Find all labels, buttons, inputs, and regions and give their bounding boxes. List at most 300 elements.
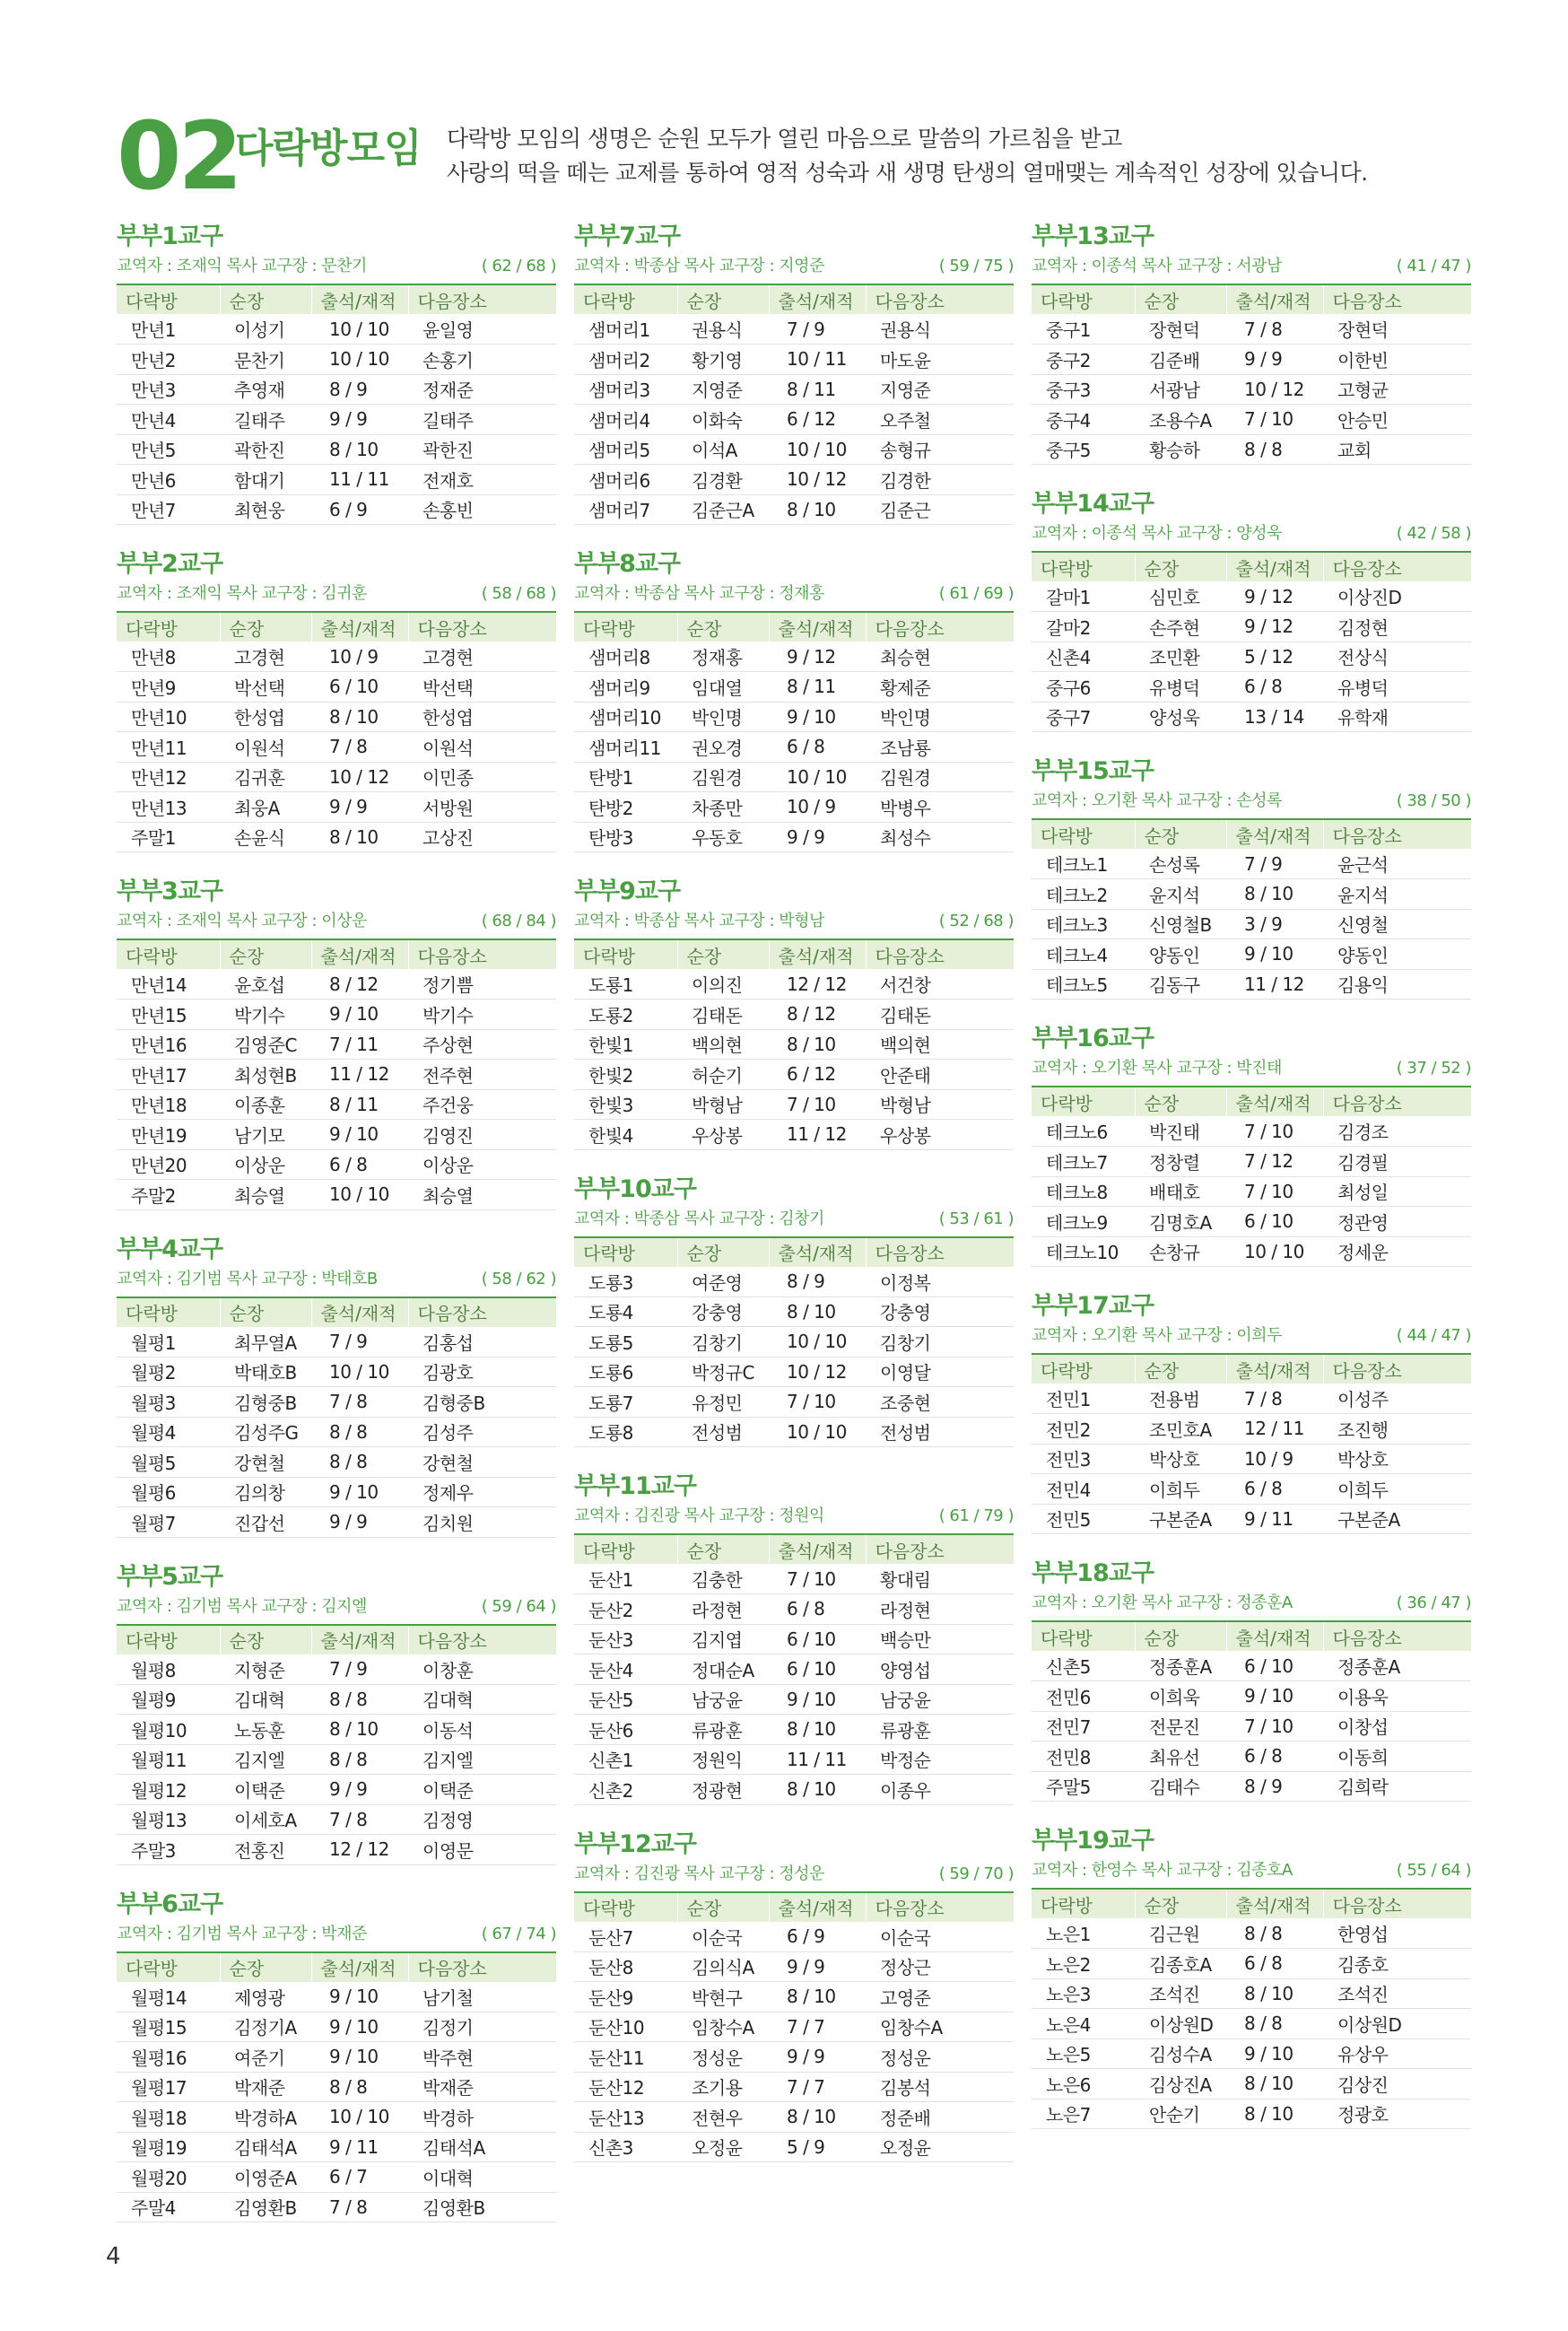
cell-darakbang: 샘머리3: [574, 374, 677, 405]
table-row: [117, 2042, 556, 2073]
cell-darakbang: 월평20: [117, 2162, 220, 2193]
column-header: 다음장소: [408, 939, 556, 969]
table-row: [574, 1564, 1014, 1594]
cell-darakbang: 중구6: [1032, 672, 1135, 703]
cell-leader: 조용수A: [1135, 405, 1226, 435]
table-row: [574, 434, 1014, 465]
cell-darakbang: 만년10: [117, 702, 220, 732]
cell-darakbang: 중구4: [1032, 405, 1135, 435]
cell-next-place: 곽한진: [408, 434, 556, 465]
table-body: [574, 969, 1014, 1149]
parish-title: 부부10교구: [574, 1174, 696, 1203]
cell-next-place: 이희두: [1323, 1474, 1471, 1505]
cell-leader: 손성록: [1135, 849, 1226, 879]
table-row: [1032, 1147, 1471, 1177]
cell-attendance: 8 / 10: [1226, 2069, 1323, 2100]
cell-next-place: 박병우: [866, 792, 1014, 823]
cell-attendance: 10 / 12: [769, 465, 866, 495]
cell-leader: 이희욱: [1135, 1681, 1226, 1712]
table-row: [574, 1417, 1014, 1447]
table-row: [117, 1387, 556, 1418]
table-row: [574, 1327, 1014, 1358]
table-row: [117, 1982, 556, 2012]
cell-next-place: 이영달: [866, 1357, 1014, 1387]
column-header: 순장: [1135, 1087, 1226, 1116]
cell-attendance: 9 / 9: [311, 792, 408, 823]
cell-next-place: 박주현: [408, 2042, 556, 2073]
table-row: [1032, 2039, 1471, 2069]
table-header: [1032, 1889, 1471, 1918]
cell-attendance: 10 / 10: [1226, 1236, 1323, 1267]
cell-attendance: 8 / 8: [311, 2072, 408, 2102]
column-header: 다락방: [1041, 1092, 1093, 1114]
cell-next-place: 박선택: [408, 672, 556, 703]
table-row: [1032, 849, 1471, 879]
cell-darakbang: 월평2: [117, 1357, 220, 1387]
table-row: [574, 2012, 1014, 2042]
table-row: [117, 2012, 556, 2042]
cell-leader: 최무열A: [220, 1327, 311, 1358]
cell-attendance: 11 / 11: [769, 1744, 866, 1775]
cell-leader: 김지엽: [677, 1624, 769, 1654]
cell-attendance: 9 / 10: [311, 2012, 408, 2042]
table-row: [117, 702, 556, 732]
column-header: 출석/재적: [769, 612, 866, 642]
column-header: 출석/재적: [769, 1892, 866, 1922]
parish-title: 부부16교구: [1032, 1025, 1154, 1052]
table-row: [117, 1804, 556, 1835]
cell-attendance: 10 / 10: [311, 1180, 408, 1210]
table-row: [117, 2192, 556, 2222]
cell-next-place: 조중현: [866, 1387, 1014, 1418]
cell-leader: 이성기: [220, 314, 311, 345]
cell-leader: 여준영: [677, 1267, 769, 1297]
parish-attendance-total: ( 37 / 52 ): [1396, 1059, 1471, 1078]
cell-darakbang: 둔산12: [574, 2072, 677, 2102]
column-header: 다음장소: [866, 284, 1014, 314]
cell-darakbang: 월평10: [117, 1715, 220, 1745]
cell-leader: 김정기A: [220, 2012, 311, 2042]
table-row: [117, 1089, 556, 1120]
column-header: 순장: [220, 1625, 311, 1654]
cell-leader: 정대순A: [677, 1654, 769, 1685]
cell-leader: 권용식: [677, 314, 769, 345]
table-row: [1032, 1444, 1471, 1474]
cell-attendance: 7 / 9: [311, 1327, 408, 1358]
section-header: [117, 101, 1462, 211]
table-row: [117, 642, 556, 672]
cell-next-place: 전상식: [1323, 642, 1471, 672]
table-body: [574, 1267, 1014, 1447]
cell-darakbang: 만년8: [117, 642, 220, 672]
parish-group: [1032, 755, 1471, 1000]
table-body: [1032, 1384, 1471, 1534]
cell-attendance: 6 / 8: [311, 1149, 408, 1180]
table-row: [117, 1417, 556, 1447]
cell-attendance: 6 / 10: [311, 672, 408, 703]
table-row: [117, 1835, 556, 1865]
parish-meta: [1032, 1590, 1471, 1617]
cell-attendance: 10 / 12: [311, 762, 408, 792]
table-row: [117, 1775, 556, 1805]
table-row: [117, 672, 556, 703]
cell-next-place: 전주현: [408, 1060, 556, 1090]
table-header: [1032, 1087, 1471, 1116]
cell-next-place: 정재준: [408, 374, 556, 405]
cell-next-place: 신영철: [1323, 909, 1471, 939]
cell-leader: 김준근A: [677, 494, 769, 525]
header-row: [1032, 819, 1471, 849]
cell-next-place: 구본준A: [1323, 1504, 1471, 1534]
cell-leader: 고경현: [220, 642, 311, 672]
table-row: [117, 1654, 556, 1685]
cell-darakbang: 만년4: [117, 405, 220, 435]
parish-attendance-total: ( 52 / 68 ): [938, 912, 1014, 930]
table-row: [1032, 314, 1471, 345]
cell-darakbang: 월평19: [117, 2132, 220, 2162]
cell-attendance: 8 / 10: [769, 1982, 866, 2012]
table-body: [1032, 1116, 1471, 1267]
cell-leader: 김원경: [677, 762, 769, 792]
cell-next-place: 김지엘: [408, 1744, 556, 1775]
parish-meta: [117, 581, 556, 607]
cell-next-place: 정제우: [408, 1477, 556, 1507]
cell-darakbang: 테크노9: [1032, 1207, 1135, 1237]
section-title: 다락방모임: [235, 126, 422, 171]
cell-next-place: 최승열: [408, 1180, 556, 1210]
parish-meta: [1032, 1857, 1471, 1884]
table-body: [117, 969, 556, 1209]
table-header: [117, 284, 556, 314]
cell-attendance: 6 / 9: [311, 494, 408, 525]
header-row: [574, 1237, 1014, 1267]
cell-darakbang: 샘머리4: [574, 405, 677, 435]
cell-attendance: 8 / 10: [769, 1775, 866, 1805]
table-row: [1032, 1384, 1471, 1414]
cell-next-place: 오주철: [866, 405, 1014, 435]
cell-next-place: 김정영: [408, 1804, 556, 1835]
cell-attendance: 9 / 10: [769, 702, 866, 732]
cell-leader: 김상진A: [1135, 2069, 1226, 2100]
cell-attendance: 8 / 8: [311, 1684, 408, 1715]
cell-leader: 박상호: [1135, 1444, 1226, 1474]
cell-next-place: 이종우: [866, 1775, 1014, 1805]
parish-title: 부부12교구: [574, 1829, 696, 1858]
table-body: [1032, 314, 1471, 465]
header-row: [117, 284, 556, 314]
cell-next-place: 남궁윤: [866, 1684, 1014, 1715]
column-header: 출석/재적: [769, 939, 866, 969]
cell-darakbang: 샘머리10: [574, 702, 677, 732]
cell-attendance: 10 / 10: [769, 762, 866, 792]
parish-attendance-total: ( 61 / 69 ): [938, 584, 1014, 603]
cell-next-place: 김정기: [408, 2012, 556, 2042]
cell-darakbang: 월평3: [117, 1387, 220, 1418]
table-row: [117, 1120, 556, 1150]
parish-title: 부부17교구: [1032, 1292, 1154, 1320]
column-header: 출석/재적: [1226, 819, 1323, 849]
parish-attendance-total: ( 59 / 70 ): [938, 1864, 1014, 1883]
parish-table: [1032, 1888, 1471, 2129]
column-right: [1032, 221, 1471, 2152]
parish-title: 부부13교구: [1032, 223, 1154, 250]
cell-next-place: 최성수: [866, 822, 1014, 852]
table-header: [574, 1237, 1014, 1267]
table-row: [117, 494, 556, 525]
cell-next-place: 남기철: [408, 1982, 556, 2012]
cell-leader: 임창수A: [677, 2012, 769, 2042]
table-row: [117, 1029, 556, 1060]
cell-next-place: 김태돈: [866, 1000, 1014, 1030]
cell-attendance: 7 / 9: [1226, 849, 1323, 879]
column-header: 출석/재적: [1226, 1354, 1323, 1384]
table-row: [1032, 1504, 1471, 1534]
cell-next-place: 박정순: [866, 1744, 1014, 1775]
cell-attendance: 7 / 10: [769, 1387, 866, 1418]
cell-attendance: 10 / 10: [311, 1357, 408, 1387]
cell-darakbang: 전민8: [1032, 1742, 1135, 1772]
parish-attendance-total: ( 59 / 64 ): [481, 1596, 556, 1616]
table-row: [117, 2072, 556, 2102]
parish-staff: 교역자 : 조재익 목사 교구장 : 문찬기: [117, 257, 367, 275]
section-number: 02: [117, 101, 240, 211]
cell-next-place: 박재준: [408, 2072, 556, 2102]
header-row: [1032, 552, 1471, 581]
cell-attendance: 9 / 12: [769, 642, 866, 672]
parish-meta: [117, 253, 556, 280]
parish-staff: 교역자 : 조재익 목사 교구장 : 이상운: [117, 912, 367, 930]
cell-darakbang: 도룡8: [574, 1417, 677, 1447]
table-row: [574, 345, 1014, 375]
parish-title: 부부7교구: [574, 223, 681, 250]
table-row: [574, 702, 1014, 732]
cell-leader: 김충한: [677, 1564, 769, 1594]
column-header: 다락방: [583, 1243, 635, 1264]
table-row: [1032, 1742, 1471, 1772]
cell-next-place: 고경현: [408, 642, 556, 672]
cell-leader: 강현철: [220, 1447, 311, 1478]
table-row: [1032, 642, 1471, 672]
cell-next-place: 정성운: [866, 2042, 1014, 2073]
cell-darakbang: 샘머리11: [574, 732, 677, 763]
cell-leader: 정종훈A: [1135, 1651, 1226, 1681]
cell-attendance: 9 / 10: [1226, 2039, 1323, 2069]
cell-leader: 박기수: [220, 1000, 311, 1030]
table-row: [574, 642, 1014, 672]
column-header: 다락방: [1041, 1627, 1093, 1649]
table-row: [1032, 939, 1471, 970]
cell-leader: 이상원D: [1135, 2009, 1226, 2039]
cell-attendance: 10 / 10: [769, 1417, 866, 1447]
cell-attendance: 8 / 10: [311, 434, 408, 465]
parish-table: [574, 1891, 1014, 2163]
table-row: [574, 822, 1014, 852]
cell-attendance: 8 / 10: [311, 1715, 408, 1745]
parish-staff: 교역자 : 이종석 목사 교구장 : 서광남: [1032, 257, 1282, 275]
parish-title: 부부9교구: [574, 877, 681, 905]
cell-leader: 전성범: [677, 1417, 769, 1447]
table-row: [574, 1120, 1014, 1150]
parish-staff: 교역자 : 김기범 목사 교구장 : 박재준: [117, 1924, 367, 1943]
column-header: 다음장소: [1323, 819, 1471, 849]
column-header: 다음장소: [866, 1237, 1014, 1267]
column-header: 출석/재적: [1226, 552, 1323, 581]
cell-attendance: 9 / 12: [1226, 581, 1323, 612]
cell-leader: 이영준A: [220, 2162, 311, 2193]
cell-attendance: 8 / 8: [1226, 1918, 1323, 1949]
column-header: 다락방: [1041, 1359, 1093, 1382]
parish-title: 부부6교구: [117, 1890, 223, 1918]
cell-leader: 박선택: [220, 672, 311, 703]
table-row: [1032, 2099, 1471, 2129]
table-row: [574, 2132, 1014, 2162]
table-row: [1032, 434, 1471, 465]
table-row: [574, 314, 1014, 345]
cell-leader: 이순국: [677, 1922, 769, 1952]
cell-next-place: 교회: [1323, 434, 1471, 465]
table-row: [117, 762, 556, 792]
table-row: [117, 1744, 556, 1775]
cell-attendance: 8 / 10: [769, 1029, 866, 1060]
cell-darakbang: 신촌4: [1032, 642, 1135, 672]
column-header: 출석/재적: [769, 1237, 866, 1267]
cell-attendance: 8 / 9: [311, 374, 408, 405]
column-header: 순장: [220, 939, 311, 969]
table-row: [1032, 1978, 1471, 2009]
cell-darakbang: 둔산10: [574, 2012, 677, 2042]
cell-leader: 김영환B: [220, 2192, 311, 2222]
table-row: [117, 434, 556, 465]
cell-leader: 우상봉: [677, 1120, 769, 1150]
table-row: [117, 1477, 556, 1507]
cell-darakbang: 도룡1: [574, 969, 677, 1000]
column-header: 출석/재적: [311, 1625, 408, 1654]
cell-next-place: 라정현: [866, 1594, 1014, 1625]
cell-next-place: 이대혁: [408, 2162, 556, 2193]
table-row: [574, 1387, 1014, 1418]
cell-attendance: 10 / 10: [311, 2102, 408, 2133]
parish-table: [574, 1533, 1014, 1805]
cell-attendance: 8 / 10: [1226, 2099, 1323, 2129]
cell-darakbang: 중구2: [1032, 345, 1135, 375]
cell-darakbang: 둔산1: [574, 1564, 677, 1594]
parish-title: 부부18교구: [1032, 1559, 1154, 1587]
column-header: 순장: [1135, 1621, 1226, 1651]
column-header: 다락방: [126, 1630, 178, 1652]
cell-darakbang: 만년20: [117, 1149, 220, 1180]
parish-group: [574, 1829, 1014, 2163]
column-header: 다락방: [1041, 290, 1093, 312]
cell-leader: 심민호: [1135, 581, 1226, 612]
cell-darakbang: 테크노2: [1032, 879, 1135, 910]
cell-leader: 김형중B: [220, 1387, 311, 1418]
parish-title: 부부4교구: [117, 1235, 223, 1263]
column-header: 다락방: [583, 290, 635, 312]
cell-darakbang: 만년15: [117, 1000, 220, 1030]
cell-next-place: 김경필: [1323, 1147, 1471, 1177]
cell-next-place: 박경하: [408, 2102, 556, 2133]
cell-darakbang: 샘머리7: [574, 494, 677, 525]
cell-attendance: 8 / 12: [311, 969, 408, 1000]
column-header: 다음장소: [1323, 284, 1471, 314]
cell-darakbang: 만년2: [117, 345, 220, 375]
cell-darakbang: 중구3: [1032, 374, 1135, 405]
cell-attendance: 7 / 8: [1226, 1384, 1323, 1414]
column-header: 다음장소: [408, 1952, 556, 1982]
parish-meta: [117, 1921, 556, 1948]
cell-darakbang: 월평15: [117, 2012, 220, 2042]
table-row: [574, 1744, 1014, 1775]
cell-darakbang: 주말5: [1032, 1771, 1135, 1802]
cell-next-place: 이상운: [408, 1149, 556, 1180]
table-body: [117, 1982, 556, 2222]
cell-attendance: 7 / 8: [311, 1387, 408, 1418]
parish-meta: [1032, 1323, 1471, 1349]
cell-darakbang: 만년7: [117, 494, 220, 525]
cell-next-place: 김창기: [866, 1327, 1014, 1358]
column-header: 다음장소: [408, 1297, 556, 1327]
cell-attendance: 8 / 10: [1226, 1978, 1323, 2009]
cell-darakbang: 둔산3: [574, 1624, 677, 1654]
parish-attendance-total: ( 68 / 84 ): [481, 912, 556, 930]
cell-leader: 최유선: [1135, 1742, 1226, 1772]
column-header: 출석/재적: [311, 1952, 408, 1982]
cell-darakbang: 샘머리9: [574, 672, 677, 703]
cell-attendance: 8 / 11: [311, 1089, 408, 1120]
parish-group: [117, 1234, 556, 1538]
table-row: [1032, 1771, 1471, 1802]
table-header: [1032, 552, 1471, 581]
cell-next-place: 양동인: [1323, 939, 1471, 970]
cell-leader: 황기영: [677, 345, 769, 375]
header-row: [574, 1892, 1014, 1922]
parish-meta: [1032, 253, 1471, 280]
cell-attendance: 11 / 12: [769, 1120, 866, 1150]
cell-attendance: 8 / 8: [1226, 434, 1323, 465]
cell-attendance: 8 / 10: [311, 822, 408, 852]
parish-attendance-total: ( 42 / 58 ): [1396, 524, 1471, 543]
parish-meta: [574, 908, 1014, 935]
cell-leader: 김지엘: [220, 1744, 311, 1775]
parish-attendance-total: ( 53 / 61 ): [938, 1209, 1014, 1228]
cell-attendance: 9 / 10: [311, 2042, 408, 2073]
cell-darakbang: 둔산11: [574, 2042, 677, 2073]
cell-darakbang: 월평14: [117, 1982, 220, 2012]
cell-darakbang: 신촌5: [1032, 1651, 1135, 1681]
cell-next-place: 이원석: [408, 732, 556, 763]
table-body: [1032, 581, 1471, 732]
table-header: [117, 1625, 556, 1654]
cell-attendance: 7 / 12: [1226, 1147, 1323, 1177]
cell-darakbang: 둔산7: [574, 1922, 677, 1952]
cell-darakbang: 도룡2: [574, 1000, 677, 1030]
cell-leader: 이종훈: [220, 1089, 311, 1120]
parish-table: [574, 284, 1014, 525]
column-header: 순장: [220, 1952, 311, 1982]
cell-next-place: 오정윤: [866, 2132, 1014, 2162]
cell-leader: 오정윤: [677, 2132, 769, 2162]
header-row: [574, 284, 1014, 314]
cell-next-place: 고상진: [408, 822, 556, 852]
section-intro: [447, 122, 1368, 190]
cell-leader: 김영준C: [220, 1029, 311, 1060]
cell-leader: 이석A: [677, 434, 769, 465]
column-header: 출석/재적: [311, 939, 408, 969]
cell-darakbang: 만년5: [117, 434, 220, 465]
table-row: [1032, 1949, 1471, 1979]
cell-attendance: 6 / 12: [769, 1060, 866, 1090]
cell-darakbang: 도룡4: [574, 1296, 677, 1327]
